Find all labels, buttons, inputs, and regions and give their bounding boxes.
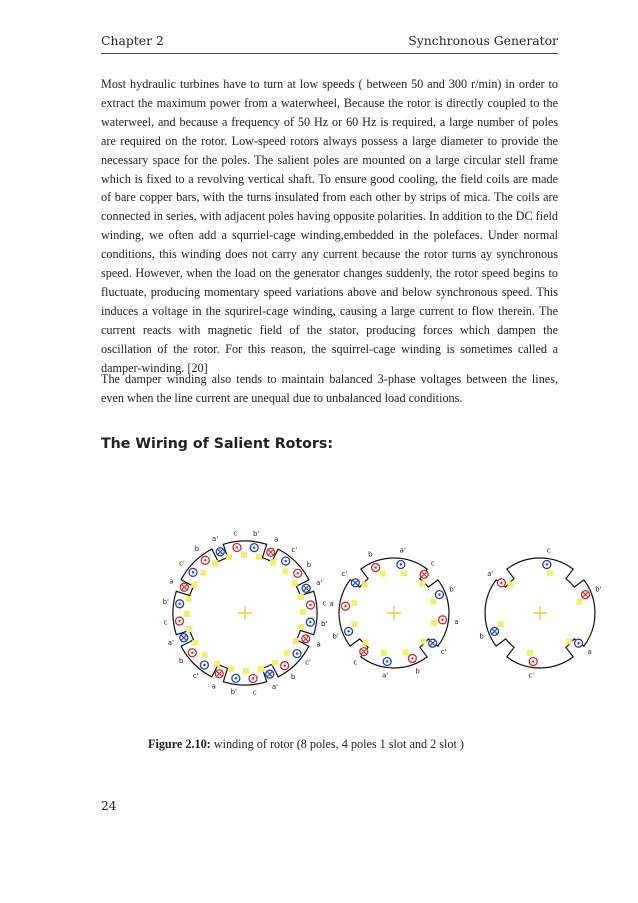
field-coil-marker xyxy=(298,624,304,630)
winding-label: a' xyxy=(382,671,389,680)
winding-label: c' xyxy=(305,658,311,667)
winding-label: a' xyxy=(211,534,219,543)
conductor-dot xyxy=(252,677,254,679)
winding-label: c' xyxy=(179,559,185,568)
field-coil-marker xyxy=(293,638,299,644)
conductor-dot xyxy=(296,652,298,654)
conductor-dot xyxy=(309,604,311,606)
field-coil-marker xyxy=(508,582,514,588)
field-coil-marker xyxy=(420,638,426,644)
conductor-dot xyxy=(344,605,346,607)
conductor-dot xyxy=(386,660,388,662)
field-coil-marker xyxy=(202,652,208,658)
field-coil-marker xyxy=(184,611,190,617)
conductor-dot xyxy=(192,571,194,573)
conductor-dot xyxy=(191,652,193,654)
winding-label: b' xyxy=(321,620,328,629)
winding-label: b' xyxy=(252,530,260,538)
winding-label: b xyxy=(290,672,296,681)
winding-label: c xyxy=(353,658,358,667)
winding-label: c' xyxy=(192,672,199,681)
field-coil-marker xyxy=(431,620,437,626)
conductor-dot xyxy=(532,660,534,662)
field-coil-marker xyxy=(547,570,553,576)
field-coil-marker xyxy=(186,626,192,632)
field-coil-marker xyxy=(192,640,198,646)
field-coil-marker xyxy=(258,666,264,672)
winding-label: c' xyxy=(341,570,348,579)
field-coil-marker xyxy=(186,596,192,602)
paragraph-hydraulic-turbines: Most hydraulic turbines have to turn at low speeds ( between 50 and 300 r/min) in order to extract the maximum power from a waterwheel, Because the rotor is directly coupled to the waterweel, and because a frequency of 50 Hz or 60 Hz is required, a large number of poles are required on the rotor. Low-speed rotors always possess a large diameter to provide the necessary space for the poles. The salient poles are mounted on a large circular stell frame which is fixed to a revolving vertical shaft. To ensure good cooling, the field coils are made of bare copper bars, with the turns insulated from each other by strips of mica. The coils are connected in series, with adjacent poles having opposite polarities. In addition to the DC field winding, we often add a squrriel-cage winding,embedded in the polefaces. Under normal conditions, this winding does not carry any current because the rotor turns ay synchronous speed. However, when the load on the generator changes suddenly, the rotor speed begins to fluctuate, producing momentary speed variations above and below synchronous speed. This induces a voltage in the squrirel-cage winding, causing a large current to flow therein. The current reacts with magnetic field of the stator, producing forces which dampen the oscillation of the rotor. For this reason, the squirrel-cage winding is sometimes called a damper-winding. [20] xyxy=(101,77,558,375)
field-coil-marker xyxy=(256,554,262,560)
field-coil-marker xyxy=(243,668,249,674)
field-coil-marker xyxy=(272,660,278,666)
winding-label: c xyxy=(546,546,551,555)
conductor-dot xyxy=(438,593,440,595)
winding-label: a xyxy=(329,600,334,609)
winding-label: b' xyxy=(449,585,456,594)
field-coil-marker xyxy=(498,621,504,627)
winding-label: b xyxy=(306,560,312,569)
figure-caption xyxy=(148,737,464,752)
field-coil-marker xyxy=(284,650,290,656)
winding-label: b' xyxy=(162,597,169,606)
winding-label: c xyxy=(322,599,327,608)
winding-label: c' xyxy=(528,671,535,680)
rotor-4-pole-2-slot-diagram xyxy=(479,547,601,680)
winding-label: c' xyxy=(440,647,447,656)
winding-label: c xyxy=(252,688,257,697)
winding-label: b xyxy=(415,667,420,676)
conductor-dot xyxy=(297,572,299,574)
field-coil-marker xyxy=(352,621,358,627)
conductor-dot xyxy=(411,657,413,659)
field-coil-marker xyxy=(212,560,218,566)
page-number: 24 xyxy=(101,799,117,813)
winding-label: a xyxy=(211,682,216,691)
field-coil-marker xyxy=(402,649,408,655)
conductor-dot xyxy=(374,566,376,568)
winding-label: a' xyxy=(487,570,494,579)
winding-label: c' xyxy=(291,545,298,554)
paragraph-damper-winding: The damper winding also tends to maintain balanced 3-phase voltages between the lines, even when the line current are unequal due to unbalanced load conditions. xyxy=(101,372,558,405)
running-header-title: Synchronous Generator xyxy=(408,33,558,48)
winding-label: b xyxy=(194,545,200,554)
winding-label: b' xyxy=(332,632,339,641)
winding-label: a xyxy=(169,577,174,586)
field-coil-marker xyxy=(381,650,387,656)
conductor-dot xyxy=(178,603,180,605)
field-coil-marker xyxy=(362,582,368,588)
conductor-dot xyxy=(441,619,443,621)
figure-caption-text: winding of rotor (8 poles, 4 poles 1 slot and 2 slot ) xyxy=(213,737,464,751)
winding-label: a xyxy=(587,647,592,656)
field-coil-marker xyxy=(566,638,572,644)
winding-label: b xyxy=(479,632,484,641)
field-coil-marker xyxy=(363,639,369,645)
conductor-dot xyxy=(347,630,349,632)
field-coil-marker xyxy=(191,582,197,588)
field-coil-marker xyxy=(270,559,276,565)
field-coil-marker xyxy=(200,570,206,576)
conductor-dot xyxy=(235,677,237,679)
field-coil-marker xyxy=(527,650,533,656)
rotor-4-pole-1-slot-diagram xyxy=(329,547,458,680)
winding-label: a' xyxy=(399,546,406,555)
winding-label: a xyxy=(274,535,279,544)
conductor-dot xyxy=(500,582,502,584)
header-rule xyxy=(101,53,558,54)
winding-label: a' xyxy=(316,579,323,588)
winding-label: b xyxy=(178,657,184,666)
section-heading: The Wiring of Salient Rotors: xyxy=(101,436,334,452)
conductor-dot xyxy=(309,621,311,623)
conductor-dot xyxy=(178,620,180,622)
field-coil-marker xyxy=(214,661,220,667)
winding-label: c xyxy=(430,559,435,568)
winding-label: b' xyxy=(230,688,238,697)
conductor-dot xyxy=(284,665,286,667)
field-coil-marker xyxy=(282,568,288,574)
field-coil-marker xyxy=(351,600,357,606)
winding-label: b xyxy=(368,550,373,559)
figure-caption-label: Figure 2.10: xyxy=(148,737,211,751)
conductor-dot xyxy=(577,642,579,644)
winding-label: a xyxy=(316,640,321,649)
winding-label: a' xyxy=(271,683,279,692)
field-coil-marker xyxy=(300,609,306,615)
conductor-dot xyxy=(546,563,548,565)
winding-label: c xyxy=(233,530,238,538)
winding-label: c xyxy=(163,618,168,627)
conductor-dot xyxy=(204,559,206,561)
field-coil-marker xyxy=(430,599,436,605)
conductor-dot xyxy=(203,664,205,666)
rotor-8-pole-diagram xyxy=(163,530,328,696)
conductor-dot xyxy=(400,563,402,565)
field-coil-marker xyxy=(576,599,582,605)
field-coil-marker xyxy=(298,594,304,600)
winding-label: a' xyxy=(167,638,174,647)
winding-label: b' xyxy=(595,585,602,594)
rotor-winding-figure xyxy=(160,530,620,708)
field-coil-marker xyxy=(292,580,298,586)
running-header-chapter: Chapter 2 xyxy=(101,33,164,48)
conductor-dot xyxy=(284,560,286,562)
field-coil-marker xyxy=(380,571,386,577)
field-coil-marker xyxy=(419,581,425,587)
conductor-dot xyxy=(236,546,238,548)
field-coil-marker xyxy=(241,552,247,558)
conductor-dot xyxy=(253,546,255,548)
field-coil-marker xyxy=(228,666,234,672)
field-coil-marker xyxy=(401,570,407,576)
winding-label: a xyxy=(454,617,459,626)
field-coil-marker xyxy=(226,554,232,560)
